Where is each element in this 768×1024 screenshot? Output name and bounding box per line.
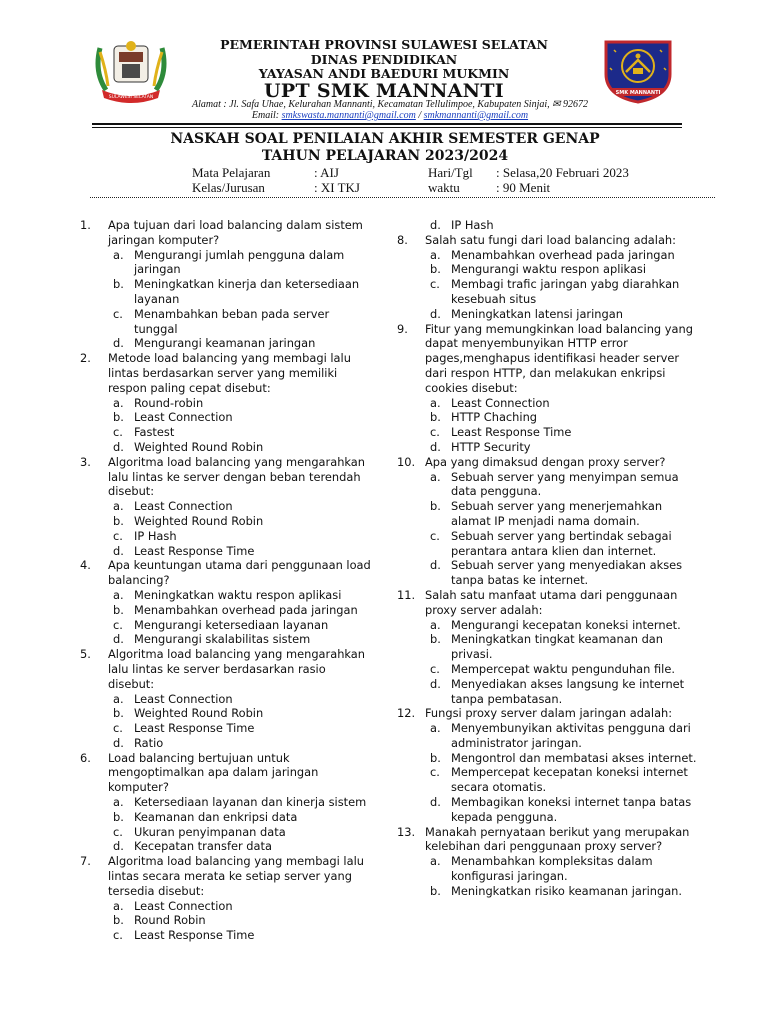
option-text: Mempercepat waktu pengunduhan file. bbox=[451, 661, 675, 676]
question-text: Salah satu manfaat utama dari penggunaan proxy server adalah: bbox=[425, 587, 678, 617]
answer-option bbox=[397, 558, 697, 588]
option-text: Least Connection bbox=[134, 898, 233, 913]
option-text: IP Hash bbox=[134, 528, 177, 543]
option-text: Least Response Time bbox=[134, 721, 255, 736]
option-text: Meningkatkan latensi jaringan bbox=[451, 306, 623, 321]
answer-option bbox=[80, 410, 375, 425]
question-number: 6. bbox=[80, 750, 91, 765]
answer-option bbox=[397, 262, 697, 277]
emblem-ribbon-text: SULAWESI SELATAN bbox=[108, 95, 154, 100]
option-letter: c. bbox=[113, 824, 123, 839]
option-text: Sebuah server yang menerjemahkan alamat IP menjadi nama domain. bbox=[451, 499, 663, 528]
option-letter: a. bbox=[430, 617, 441, 632]
option-text: Mengurangi kecepatan koneksi internet. bbox=[451, 617, 681, 632]
email-label: Email: bbox=[251, 110, 282, 121]
question-text: Fungsi proxy server dalam jaringan adalah: bbox=[425, 706, 673, 721]
class-value: : XI TKJ bbox=[314, 180, 360, 195]
question-number: 8. bbox=[397, 232, 408, 247]
option-letter: c. bbox=[430, 425, 440, 440]
option-letter: a. bbox=[430, 721, 441, 736]
question-item bbox=[397, 233, 697, 248]
option-letter: b. bbox=[113, 602, 124, 617]
answer-option bbox=[80, 839, 375, 854]
answer-option bbox=[397, 632, 697, 662]
answer-option bbox=[397, 662, 697, 677]
answer-option bbox=[397, 677, 697, 707]
answer-option bbox=[397, 218, 697, 233]
date-label: Hari/Tgl bbox=[428, 165, 473, 180]
option-letter: a. bbox=[113, 691, 124, 706]
date-value: : Selasa,20 Februari 2023 bbox=[496, 165, 629, 180]
header-department: DINAS PENDIDIKAN bbox=[310, 52, 458, 67]
option-text: Least Response Time bbox=[451, 425, 572, 440]
answer-option bbox=[80, 440, 375, 455]
header-divider-thick bbox=[92, 123, 682, 125]
option-letter: d. bbox=[113, 735, 124, 750]
option-text: Keamanan dan enkripsi data bbox=[134, 809, 298, 824]
answer-option bbox=[80, 499, 375, 514]
option-text: Mengontrol dan membatasi akses internet. bbox=[451, 750, 697, 765]
option-text: HTTP Security bbox=[451, 439, 531, 454]
option-text: Sebuah server yang menyediakan akses tanpa batas ke internet. bbox=[451, 558, 683, 588]
option-letter: c. bbox=[430, 661, 440, 676]
option-letter: c. bbox=[430, 277, 440, 292]
question-number: 5. bbox=[80, 647, 91, 662]
answer-option bbox=[80, 514, 375, 529]
questions-right-column bbox=[397, 218, 697, 899]
option-text: Ukuran penyimpanan data bbox=[134, 824, 286, 839]
subject-value: : AIJ bbox=[314, 165, 339, 180]
meta-divider bbox=[90, 197, 715, 198]
option-letter: c. bbox=[430, 528, 440, 543]
option-letter: d. bbox=[113, 632, 124, 647]
question-text: Manakah pernyataan berikut yang merupakan kelebihan dari penggunaan proxy server? bbox=[425, 824, 690, 854]
answer-option bbox=[397, 410, 697, 425]
option-letter: b. bbox=[113, 410, 124, 425]
answer-option bbox=[397, 795, 697, 825]
question-number: 9. bbox=[397, 321, 408, 336]
option-letter: d. bbox=[113, 336, 124, 351]
option-text: Least Connection bbox=[134, 410, 233, 425]
answer-option bbox=[80, 810, 375, 825]
header-school-name: UPT SMK MANNANTI bbox=[264, 80, 504, 102]
answer-option bbox=[397, 307, 697, 322]
option-text: Round-robin bbox=[134, 395, 204, 410]
answer-option bbox=[397, 277, 697, 307]
time-label: waktu bbox=[428, 180, 460, 195]
option-text: Menambahkan overhead pada jaringan bbox=[134, 602, 358, 617]
question-item bbox=[80, 218, 375, 248]
option-letter: c. bbox=[113, 721, 123, 736]
option-text: Round Robin bbox=[134, 913, 206, 928]
answer-option bbox=[397, 396, 697, 411]
question-text: Fitur yang memungkinkan load balancing yang dapat menyembunyikan HTTP error pages,menghapus identifikasi header server dari respon HTTP, dan melakukan enkripsi cookies disebut: bbox=[425, 321, 693, 395]
exam-title: NASKAH SOAL PENILAIAN AKHIR SEMESTER GENAP bbox=[170, 131, 600, 147]
option-letter: b. bbox=[430, 262, 441, 277]
option-text: Least Connection bbox=[134, 691, 233, 706]
answer-option bbox=[80, 928, 375, 943]
option-letter: b. bbox=[113, 513, 124, 528]
answer-option bbox=[80, 618, 375, 633]
option-letter: b. bbox=[430, 632, 441, 647]
option-text: Mengurangi skalabilitas sistem bbox=[134, 632, 311, 647]
option-letter: c. bbox=[113, 928, 123, 943]
option-letter: b. bbox=[113, 809, 124, 824]
answer-option bbox=[80, 736, 375, 751]
header-government: PEMERINTAH PROVINSI SULAWESI SELATAN bbox=[220, 37, 548, 52]
question-number: 12. bbox=[397, 706, 416, 721]
answer-option bbox=[80, 899, 375, 914]
option-text: Mengurangi jumlah pengguna dalam jaringan bbox=[134, 247, 345, 277]
option-letter: b. bbox=[430, 410, 441, 425]
question-item bbox=[80, 558, 375, 588]
answer-option bbox=[397, 751, 697, 766]
option-letter: a. bbox=[113, 795, 124, 810]
answer-option bbox=[80, 632, 375, 647]
option-letter: c. bbox=[113, 617, 123, 632]
option-text: Mengurangi keamanan jaringan bbox=[134, 336, 316, 351]
option-letter: d. bbox=[430, 795, 441, 810]
question-item bbox=[80, 351, 375, 395]
option-text: Menambahkan kompleksitas dalam konfigurasi jaringan. bbox=[451, 854, 653, 884]
answer-option bbox=[397, 440, 697, 455]
answer-option bbox=[80, 248, 375, 278]
option-letter: a. bbox=[430, 247, 441, 262]
option-letter: d. bbox=[430, 306, 441, 321]
option-letter: c. bbox=[430, 765, 440, 780]
question-item bbox=[80, 455, 375, 499]
option-text: Fastest bbox=[134, 425, 175, 440]
option-text: Meningkatkan waktu respon aplikasi bbox=[134, 587, 342, 602]
header-divider-thin bbox=[92, 127, 682, 128]
answer-option bbox=[397, 884, 697, 899]
option-text: Ratio bbox=[134, 735, 164, 750]
option-text: Weighted Round Robin bbox=[134, 439, 264, 454]
question-text: Algoritma load balancing yang mengarahkan lalu lintas ke server dengan beban terendah disebut: bbox=[108, 454, 366, 499]
option-text: Least Response Time bbox=[134, 543, 255, 558]
question-text: Apa keuntungan utama dari penggunaan load balancing? bbox=[108, 558, 371, 588]
question-number: 11. bbox=[397, 587, 416, 602]
option-text: IP Hash bbox=[451, 218, 494, 232]
option-text: Weighted Round Robin bbox=[134, 706, 264, 721]
answer-option bbox=[397, 529, 697, 559]
answer-option bbox=[80, 277, 375, 307]
option-text: Sebuah server yang bertindak sebagai perantara antara klien dan internet. bbox=[451, 528, 672, 558]
answer-option bbox=[397, 854, 697, 884]
subject-label: Mata Pelajaran bbox=[192, 165, 271, 180]
option-text: Kecepatan transfer data bbox=[134, 839, 272, 854]
option-letter: a. bbox=[113, 499, 124, 514]
answer-option bbox=[80, 692, 375, 707]
option-text: Least Connection bbox=[451, 395, 550, 410]
question-text: Salah satu fungi dari load balancing adalah: bbox=[425, 232, 676, 247]
answer-option bbox=[80, 336, 375, 351]
question-item bbox=[397, 455, 697, 470]
option-text: Least Connection bbox=[134, 499, 233, 514]
option-letter: d. bbox=[113, 439, 124, 454]
question-item bbox=[80, 647, 375, 691]
school-logo-icon bbox=[600, 38, 676, 104]
answer-option bbox=[80, 795, 375, 810]
province-emblem-icon bbox=[92, 38, 170, 104]
question-item bbox=[397, 588, 697, 618]
question-text: Apa tujuan dari load balancing dalam sistem jaringan komputer? bbox=[108, 218, 363, 247]
option-letter: a. bbox=[430, 469, 441, 484]
question-text: Algoritma load balancing yang membagi lalu lintas secara merata ke setiap server yang tersedia disebut: bbox=[108, 854, 364, 898]
answer-option bbox=[80, 825, 375, 840]
answer-option bbox=[80, 588, 375, 603]
answer-option bbox=[80, 307, 375, 337]
questions-left-column bbox=[80, 218, 375, 943]
question-number: 1. bbox=[80, 218, 91, 232]
option-letter: a. bbox=[113, 395, 124, 410]
answer-option bbox=[80, 544, 375, 559]
option-letter: d. bbox=[113, 839, 124, 854]
email-separator: / bbox=[415, 110, 424, 121]
option-text: Weighted Round Robin bbox=[134, 513, 264, 528]
option-letter: a. bbox=[113, 898, 124, 913]
answer-option bbox=[80, 396, 375, 411]
school-email bbox=[150, 110, 630, 121]
option-text: Least Response Time bbox=[134, 928, 255, 943]
option-text: Mengurangi ketersediaan layanan bbox=[134, 617, 329, 632]
option-letter: d. bbox=[430, 218, 441, 232]
option-letter: a. bbox=[113, 587, 124, 602]
logo-ribbon-text: SMK MANNANTI bbox=[615, 90, 661, 96]
option-text: Mempercepat kecepatan koneksi internet secara otomatis. bbox=[451, 765, 688, 795]
option-letter: a. bbox=[430, 395, 441, 410]
question-item bbox=[80, 854, 375, 898]
option-text: Membagi trafic jaringan yabg diarahkan kesebuah situs bbox=[451, 277, 680, 306]
option-letter: b. bbox=[113, 913, 124, 928]
option-letter: d. bbox=[430, 558, 441, 573]
option-text: Mengurangi waktu respon aplikasi bbox=[451, 262, 647, 277]
email-link-1[interactable]: smkswasta.mannanti@gmail.com bbox=[281, 110, 416, 121]
answer-option bbox=[80, 425, 375, 440]
answer-option bbox=[80, 603, 375, 618]
option-text: Meningkatkan risiko keamanan jaringan. bbox=[451, 883, 683, 898]
class-label: Kelas/Jurusan bbox=[192, 180, 265, 195]
option-letter: d. bbox=[430, 676, 441, 691]
option-text: Sebuah server yang menyimpan semua data pengguna. bbox=[451, 469, 679, 499]
time-value: : 90 Menit bbox=[496, 180, 551, 195]
answer-option bbox=[397, 248, 697, 263]
email-link-2[interactable]: smkmannanti@gmail.com bbox=[423, 110, 529, 121]
option-text: Menambahkan beban pada server tunggal bbox=[134, 306, 330, 336]
answer-option bbox=[80, 721, 375, 736]
answer-option bbox=[397, 765, 697, 795]
option-letter: c. bbox=[113, 306, 123, 321]
option-text: Membagikan koneksi internet tanpa batas kepada pengguna. bbox=[451, 795, 692, 824]
option-letter: c. bbox=[113, 425, 123, 440]
answer-option bbox=[397, 470, 697, 500]
option-text: Ketersediaan layanan dan kinerja sistem bbox=[134, 795, 367, 810]
option-letter: b. bbox=[430, 883, 441, 898]
option-letter: b. bbox=[113, 706, 124, 721]
question-number: 3. bbox=[80, 454, 91, 469]
answer-option bbox=[80, 529, 375, 544]
option-text: Menyembunyikan aktivitas pengguna dari administrator jaringan. bbox=[451, 721, 691, 750]
option-text: Menambahkan overhead pada jaringan bbox=[451, 247, 675, 262]
option-letter: b. bbox=[430, 499, 441, 514]
question-number: 10. bbox=[397, 454, 416, 469]
question-number: 2. bbox=[80, 351, 91, 366]
question-item bbox=[397, 322, 697, 396]
question-number: 13. bbox=[397, 824, 416, 839]
option-letter: d. bbox=[430, 439, 441, 454]
question-item bbox=[80, 751, 375, 795]
school-address: Alamat : Jl. Safa Uhae, Kelurahan Mannanti, Kecamatan Tellulimpoe, Kabupaten Sinjai, ✉ 92672 bbox=[191, 99, 589, 110]
answer-option bbox=[397, 499, 697, 529]
question-number: 4. bbox=[80, 558, 91, 573]
question-text: Apa yang dimaksud dengan proxy server? bbox=[425, 454, 666, 469]
option-text: Meningkatkan kinerja dan ketersediaan layanan bbox=[134, 277, 360, 306]
option-letter: b. bbox=[430, 750, 441, 765]
option-letter: c. bbox=[113, 528, 123, 543]
answer-option bbox=[397, 425, 697, 440]
answer-option bbox=[80, 913, 375, 928]
question-text: Algoritma load balancing yang mengarahkan lalu lintas ke server berdasarkan rasio disebut: bbox=[108, 647, 366, 691]
answer-option bbox=[397, 618, 697, 633]
option-letter: d. bbox=[113, 543, 124, 558]
option-text: Meningkatkan tingkat keamanan dan privasi. bbox=[451, 632, 663, 662]
exam-year: TAHUN PELAJARAN 2023/2024 bbox=[261, 148, 509, 164]
option-letter: a. bbox=[430, 854, 441, 869]
question-text: Load balancing bertujuan untuk mengoptimalkan apa dalam jaringan komputer? bbox=[108, 750, 319, 795]
header-foundation: YAYASAN ANDI BAEDURI MUKMIN bbox=[258, 66, 510, 81]
option-letter: a. bbox=[113, 247, 124, 262]
question-item bbox=[397, 706, 697, 721]
question-number: 7. bbox=[80, 854, 91, 869]
option-text: Menyediakan akses langsung ke internet tanpa pembatasan. bbox=[451, 676, 685, 706]
option-text: HTTP Chaching bbox=[451, 410, 538, 425]
question-item bbox=[397, 825, 697, 855]
answer-option bbox=[397, 721, 697, 751]
option-letter: b. bbox=[113, 277, 124, 292]
question-text: Metode load balancing yang membagi lalu lintas berdasarkan server yang memiliki respon paling cepat disebut: bbox=[108, 351, 351, 395]
answer-option bbox=[80, 706, 375, 721]
